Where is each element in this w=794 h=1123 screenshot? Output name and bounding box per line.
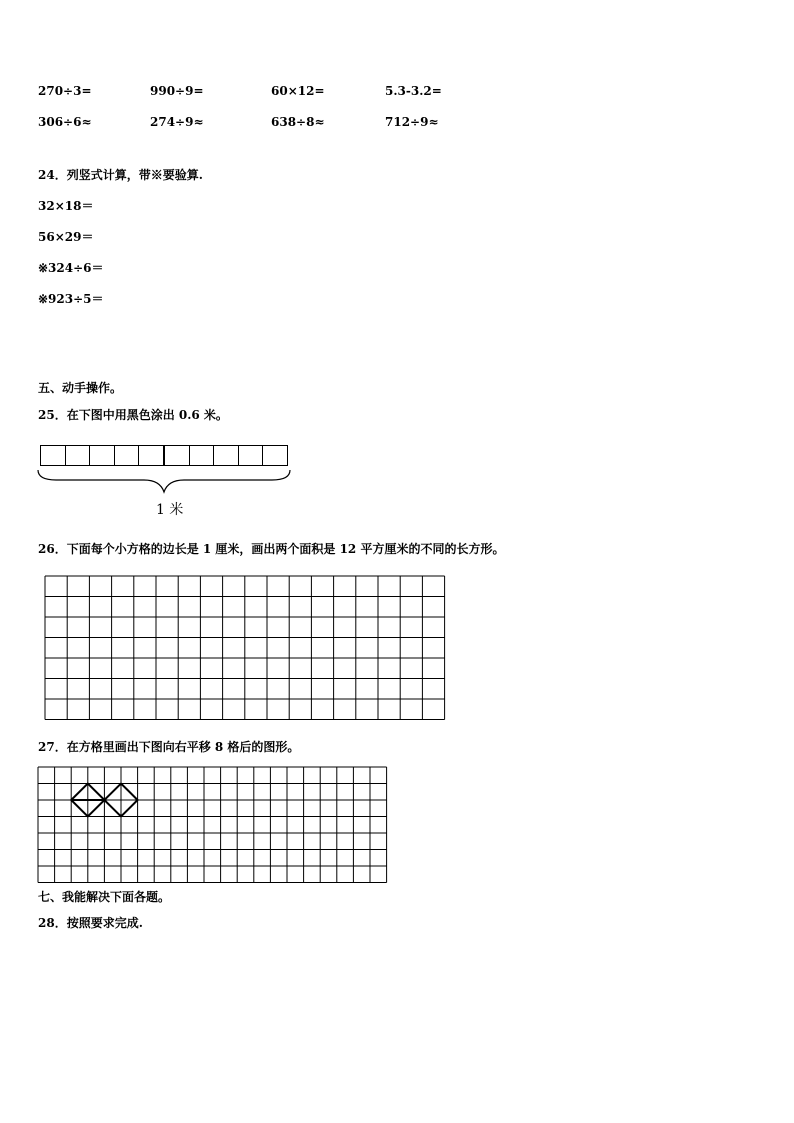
strip-label: 1 米 [156, 502, 184, 518]
question-27-title: 27．在方格里画出下图向右平移 8 格后的图形。 [38, 740, 300, 754]
oral-row1-item4: 5.3-3.2= [385, 84, 442, 98]
strip-cell[interactable] [66, 446, 91, 465]
strip-cell[interactable] [263, 446, 287, 465]
strip-cell[interactable] [239, 446, 264, 465]
brace-icon [36, 468, 292, 496]
strip-cell[interactable] [165, 446, 190, 465]
strip-cell[interactable] [115, 446, 140, 465]
q24-item-1: 32×18＝ [38, 199, 94, 213]
q24-item-2: 56×29＝ [38, 230, 94, 244]
section-7-title: 七、我能解决下面各题。 [38, 890, 171, 904]
question-28-title: 28．按照要求完成. [38, 916, 143, 930]
oral-row1-item1: 270÷3= [38, 84, 92, 98]
q24-item-3: ※324÷6＝ [38, 261, 104, 275]
question-26-title: 26．下面每个小方格的边长是 1 厘米，画出两个面积是 12 平方厘米的不同的长方形。 [38, 542, 505, 556]
question-24-title: 24．列竖式计算，带※要验算. [38, 168, 203, 182]
oral-row2-item1: 306÷6≈ [38, 115, 92, 129]
strip-cell[interactable] [90, 446, 115, 465]
strip-cell[interactable] [41, 446, 66, 465]
oral-row1-item3: 60×12= [271, 84, 325, 98]
strip-cell[interactable] [190, 446, 215, 465]
square-grid-27[interactable] [37, 766, 389, 884]
square-grid-26[interactable] [44, 575, 447, 721]
strip-cell[interactable] [214, 446, 239, 465]
strip-cell[interactable] [139, 446, 165, 465]
oral-row2-item3: 638÷8≈ [271, 115, 325, 129]
oral-row2-item4: 712÷9≈ [385, 115, 439, 129]
oral-row1-item2: 990÷9= [150, 84, 204, 98]
oral-row2-item2: 274÷9≈ [150, 115, 204, 129]
q24-item-4: ※923÷5＝ [38, 292, 104, 306]
question-25-title: 25．在下图中用黑色涂出 0.6 米。 [38, 408, 228, 422]
meter-strip[interactable] [40, 445, 288, 466]
section-5-title: 五、动手操作。 [38, 381, 123, 395]
